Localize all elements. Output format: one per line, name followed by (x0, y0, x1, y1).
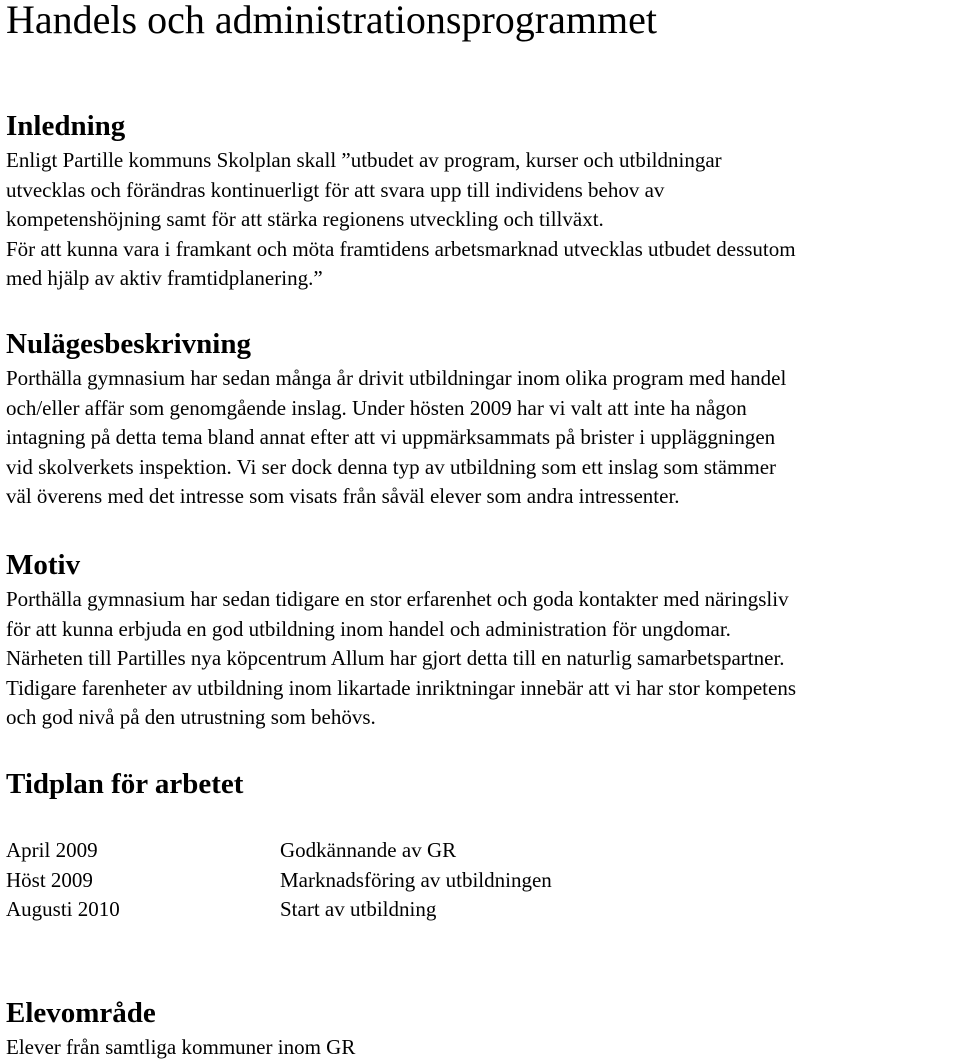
schedule-row (6, 866, 552, 896)
text-line: och god nivå på den utrustning som behövs. (6, 705, 376, 729)
section-body-elevomrade (6, 1033, 960, 1063)
schedule-date: Höst 2009 (6, 867, 93, 892)
section-heading-motiv: Motiv (6, 549, 81, 581)
text-line: för att kunna erbjuda en god utbildning inom handel och administration för ungdomar. (6, 616, 731, 641)
section-heading-tidplan: Tidplan för arbetet (6, 768, 244, 800)
text-line: med hjälp av aktiv framtidplanering.” (6, 266, 323, 290)
schedule-table (6, 836, 552, 925)
text-line: Elever från samtliga kommuner inom GR (6, 1035, 356, 1059)
text-line: utvecklas och förändras kontinuerligt för att svara upp till individens behov av (6, 177, 665, 202)
document-title: Handels och administrationsprogrammet (6, 0, 657, 42)
schedule-row (6, 895, 552, 925)
text-line: Enligt Partille kommuns Skolplan skall ”utbudet av program, kurser och utbildningar (6, 148, 722, 172)
text-line: Porthälla gymnasium har sedan många år drivit utbildningar inom olika program med handel (6, 366, 787, 390)
section-heading-elevomrade: Elevområde (6, 997, 156, 1029)
text-line: vid skolverkets inspektion. Vi ser dock denna typ av utbildning som ett inslag som stämmer (6, 454, 777, 479)
schedule-row (6, 836, 552, 866)
schedule-date: Augusti 2010 (6, 897, 120, 921)
section-body-motiv (6, 585, 960, 733)
section-body-inledning (6, 146, 960, 294)
text-line: Närheten till Partilles nya köpcentrum Allum har gjort detta till en naturlig samarbetspartner. (6, 646, 785, 670)
text-line: intagning på detta tema bland annat efter att vi uppmärksammats på brister i uppläggningen (6, 425, 776, 449)
schedule-date: April 2009 (6, 838, 98, 862)
text-line: väl överens med det intresse som visats från såväl elever som andra intressenter. (6, 484, 680, 508)
section-heading-nulage: Nulägesbeskrivning (6, 328, 251, 360)
text-line: Tidigare farenheter av utbildning inom likartade inriktningar innebär att vi har stor kompetens (6, 675, 797, 700)
schedule-event: Godkännande av GR (280, 838, 457, 862)
text-line: Porthälla gymnasium har sedan tidigare en stor erfarenhet och goda kontakter med näringsliv (6, 587, 789, 611)
section-body-nulage (6, 364, 960, 512)
schedule-event: Marknadsföring av utbildningen (280, 867, 552, 892)
text-line: För att kunna vara i framkant och möta framtidens arbetsmarknad utvecklas utbudet dessutom (6, 236, 796, 261)
text-line: kompetenshöjning samt för att stärka regionens utveckling och tillväxt. (6, 207, 604, 231)
section-heading-inledning: Inledning (6, 110, 126, 142)
schedule-event: Start av utbildning (280, 897, 437, 921)
text-line: och/eller affär som genomgående inslag. Under hösten 2009 har vi valt att inte ha någon (6, 395, 747, 420)
